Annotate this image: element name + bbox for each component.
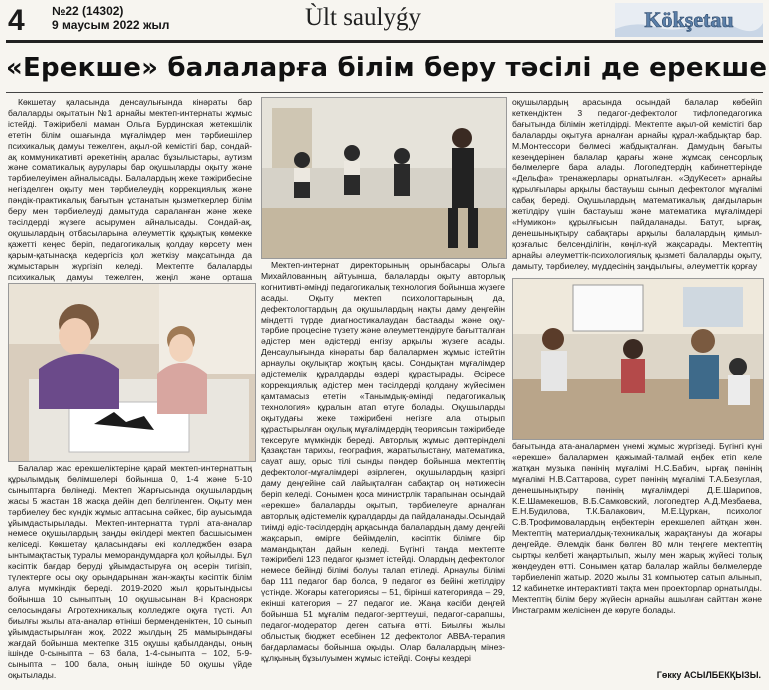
column-1-top (8, 97, 252, 281)
headline-rule (6, 92, 763, 93)
masthead-text: Kökşetau (644, 7, 734, 32)
column-1-bottom (8, 463, 252, 681)
photo-children-gym (261, 97, 507, 259)
column-3-bottom (512, 441, 762, 667)
column-2 (261, 260, 505, 663)
kokshetau-logo (615, 3, 763, 37)
photo-teacher-and-boy (8, 283, 256, 462)
page-number: 4 (8, 4, 25, 37)
paragraph: бағытында ата-аналармен үнемі жұмыс жүргізеді. Бүгінгі күні «ерекше» балалармен қажымай-талмай еңбек етіп келе жатқан музыка пәнінің мұғалімі Н.С.Бабич, ырғақ пәнінің мұғалімі Н.В.Саттарова, сурет пәнінің мұғалімі Т.А.Безуглая, денешынықтыру пәнінің мұғалімдері Д.Е.Шарипов, К.Е.Шамекешов, В.Б.Самковский, логопедтер А.Д.Мезбаева, Е.Н.Будилова, Т.К.Балакович, М.Е.Цуркан, психолог С.В.Трофимовалардың еңбектерін ерекшелеп айтқан жөн. Мектептің материалдық-техникалық жарақтануы да жоғары деңгейде. Әлемдік банк бөлген 80 млн теңгеге мектептің сыртқы келбеті жаңартылып, жылу мен жарық жүйесі толық жөндеуден өтті. Сонымен қатар балалар жайлы бөлмелерде тәрбиеленіп жатыр. 2020 жылы 31 компьютер сатып алынып, 12 кабинетке интерактивті тақта мен проекторлар орнатылды. Мектептің білім беру жүйесін арнайы ашылған сайттан және Инстаграмм желісінен де көруге болады. (512, 441, 762, 615)
paragraph: Көкшетау қаласында денсаулығында кінәраты бар балаларды оқытатын №1 арнайы мектеп-интернаты жұмыс істейді. Тәжірибелі маман Ольга Бурдинская жетекшілік ететін білім ошағында мұғалімдер мен тәрбиешілер психикалық дамуы тежелген, ақыл-ой кемістігі бар, сондай-ақ коммуникативті әрекетінің аралас бұзылыстары, аутизм және соматикалық аурулары бар оқушыларды оқыту және тәрбиелеуімен айналысады. Балалардың жеке тәжірибесіне негізделген оқыту мен тәрбиелеудің коррекциялық және пәндік-практикалық бағытын ұстанатын қызметкерлер білім беру мен тәрбиелеуді дамытуда сараланған және жеке тәсілдерді жүзеге асырумен айналысады. Сондай-ақ, оқушылардың отбасыларына әлеуметтік құқықтық көмекке қажетті кеңес беріп, педагогикалық қолдау көрсету мен қарым-қатынасқа кедергісіз қол жеткізу мақсатында да жұмыстарын жүргізіп келеді. Мектепте балаларды психикалық дамуы тежелген, жеңіл және орташа (8, 97, 252, 282)
section-title: Ùlt saulyǵy (305, 4, 421, 31)
issue-date: 9 маусым 2022 жыл (52, 18, 170, 32)
issue-number: №22 (14302) (52, 4, 124, 18)
header-rule (6, 40, 763, 43)
paragraph: Балалар жас ерекшеліктеріне қарай мектеп-интернаттың құрылымдық бөлімшелері бойынша 0, 1-4 және 5-10 сыныптарға бөлінеді. Мектеп Жарғысында оқушылардың жасы 5 жастан 18 жасқа дейін деп белгіленген. Оқыту мен тәрбиелеу бес күндік жұмыс аптасына сәйкес, бір ауысымда ұйымдастырылады. Мектеп-интернатта түрлі ата-аналар немесе оқушылардың заңды өкілдері мектеп басшысымен келіседі. Көкшетау қаласындағы екі колледжбен өзара ынтымақтастық туралы меморандумдарға қол қойылды. Бұл кәсіптік бағдар беруді ұйымдастыруға оң әсерін тигізіп, түлектерге осы оқу орындарынан жан-жақты кәсіптік білім алуға мүмкіндік береді. 2019-2020 жыл қорытындысы бойынша 10 сыныптың 10 оқушысынан 8-і Красноярк селосындағы Агротехникалық колледжге оқуға түсті. Ал биылғы жылы ата-аналар өтініші берменденіктен, 10 сынып ұйымдастырылған жоқ. 2022 жылдың 25 мамырындағы жағдай бойынша мектепке 315 оқушы қабылданды, оның ішінде 0-сыныпта – 63 бала, 1-4-сыныпта – 102, 5-9-сыныпта – 100 бала, оның ішінде 50 оқушы үйде оқытылады. (8, 463, 252, 681)
article-author: Гөкку АСЫЛБЕКҚЫЗЫ. (656, 670, 761, 680)
column-3-top (512, 97, 762, 275)
article-headline: «Ерекше» балаларға білім беру тәсілі де ерекше (6, 53, 768, 83)
paragraph: оқушылардың арасында осындай балалар көбейіп кеткендіктен 3 педагог-дефектолог тифлопедагогика бағытында білімін жетілдірді. Мектепте ақыл-ой кемістігі бар балаларды оқытуға арналған арнайы құрал-жабдықтар бар. М.Монтессори бөлмесі жабдықталған. Дамудың бағыты кезеңдерінен балалар қарағы және жұмсақ сенсорлық бөлмелерге бара алады. Логопедтердің кабинеттерінде «Дельфа» тренажерлары орнатылған. «ЭдуКесет» арнайы құрылғылары арқылы бастауыш сынып дефектолог мұғалімі сабақ береді. Оқушылардың математикалық дағдыларын жетілдіру үшін бастауыш және математика мұғалімдері «Нумикон» құрылғысын пайдаланады. Батут, ырғақ, денешынықтыру сабақтары арқылы балалардың қимыл-қозғалыс белсенділігін, көңіл-күй жақсарады. Мектептің арнайы әлеуметтік-психологиялық қызметі балаларды оқыту, дамыту, тәрбиелеу, мүддесінің заңдылығы, әлеуметтік қорғау (512, 97, 762, 271)
paragraph: Мектеп-интернат директорының орынбасары Ольга Михайлованның айтуынша, балаларды оқыту авторлық когнитивті-әмінді педагогикалық технология бойынша жүзеге асады. Оқыту мектеп психологтарының да, дефектологтардың да оқушылардың нақты даму деңгейін міндетті түрде диагностикалаудан бастаады және оқу-тәрбие процесіне түзету және әлеуметтендіруге бағытталған әдістер мен әдістерді енгізу арқылы жүзеге асады. Денсаулығында кінәраты бар балалармен жұмыс істейтін арнаулы оқулықтар жоқтың қасы. Сондықтан мұғалімдер әдістемелік құралдарды өздері құрастырады. Әсіресе коррекциялық әдістер мен тәсілдерді қолдану жүйесімен қамтамасыз ететін «Танымдық-әмінді педагогикалық технология» құралын атап өтуге болады. Оқушыларды оқытудағы жеке тәжірибені негізге ала отырып құрастырылған оқулық мұғалімдердің теориясын тәжірибеде тексеруге мүмкіндік береді. Авторлық жұмыс дәптерінделі Қазақстан тарихы, география, жаратылыстану, математика, сауат ашу, орыс тілі сынды пәндер бойынша мектептің дефектолог-мұғалімдері әзірлеген, оқушылардың қазіргі даму деңгейіне сай лайықталған сабақтар оң нәтижесін беріп келеді. Сонымен қоса министрлік тарапынан осындай «ерекше» балаларды оқытып, тәрбиелеуге арналған авторлық әдістемелік құралдарды да пайдаланады.Осындай тиімді әдіс-тәсілдердің арқасында балалардың даму деңгейі жақсарып, өмірге бейімделіп, кәсіптік білімге бір мамандықтан дайын келеді. Бүгінгі таңда мектепте тәжірибелі 123 педагог қызмет істейді. Олардың дефектолог немесе бейінді білімі болуы талап етіледі. Арнаулы білімі бар 111 педагог бар болса, 9 педагог өз бейіні жетілдіру үстінде. Жоғары категориясы – 51, бірінші категорияда – 29, екінші категория – 27 педагог ие. Жаңа кәсіби деңгей бойынша 51 мұғалім педагог-зерттеуші, педагог-сарапшы, педагог-модератор деген сатыға өтті. Биылғы жылы облыстық бюджет есебінен 12 дефектолог АВВА-терапия бағдарламасы бойынша оқыды. Олар балалардың мінез-құлқының бұзылуымен жұмыс істейді. Соңғы кездері (261, 260, 505, 663)
photo-classroom (512, 278, 764, 440)
